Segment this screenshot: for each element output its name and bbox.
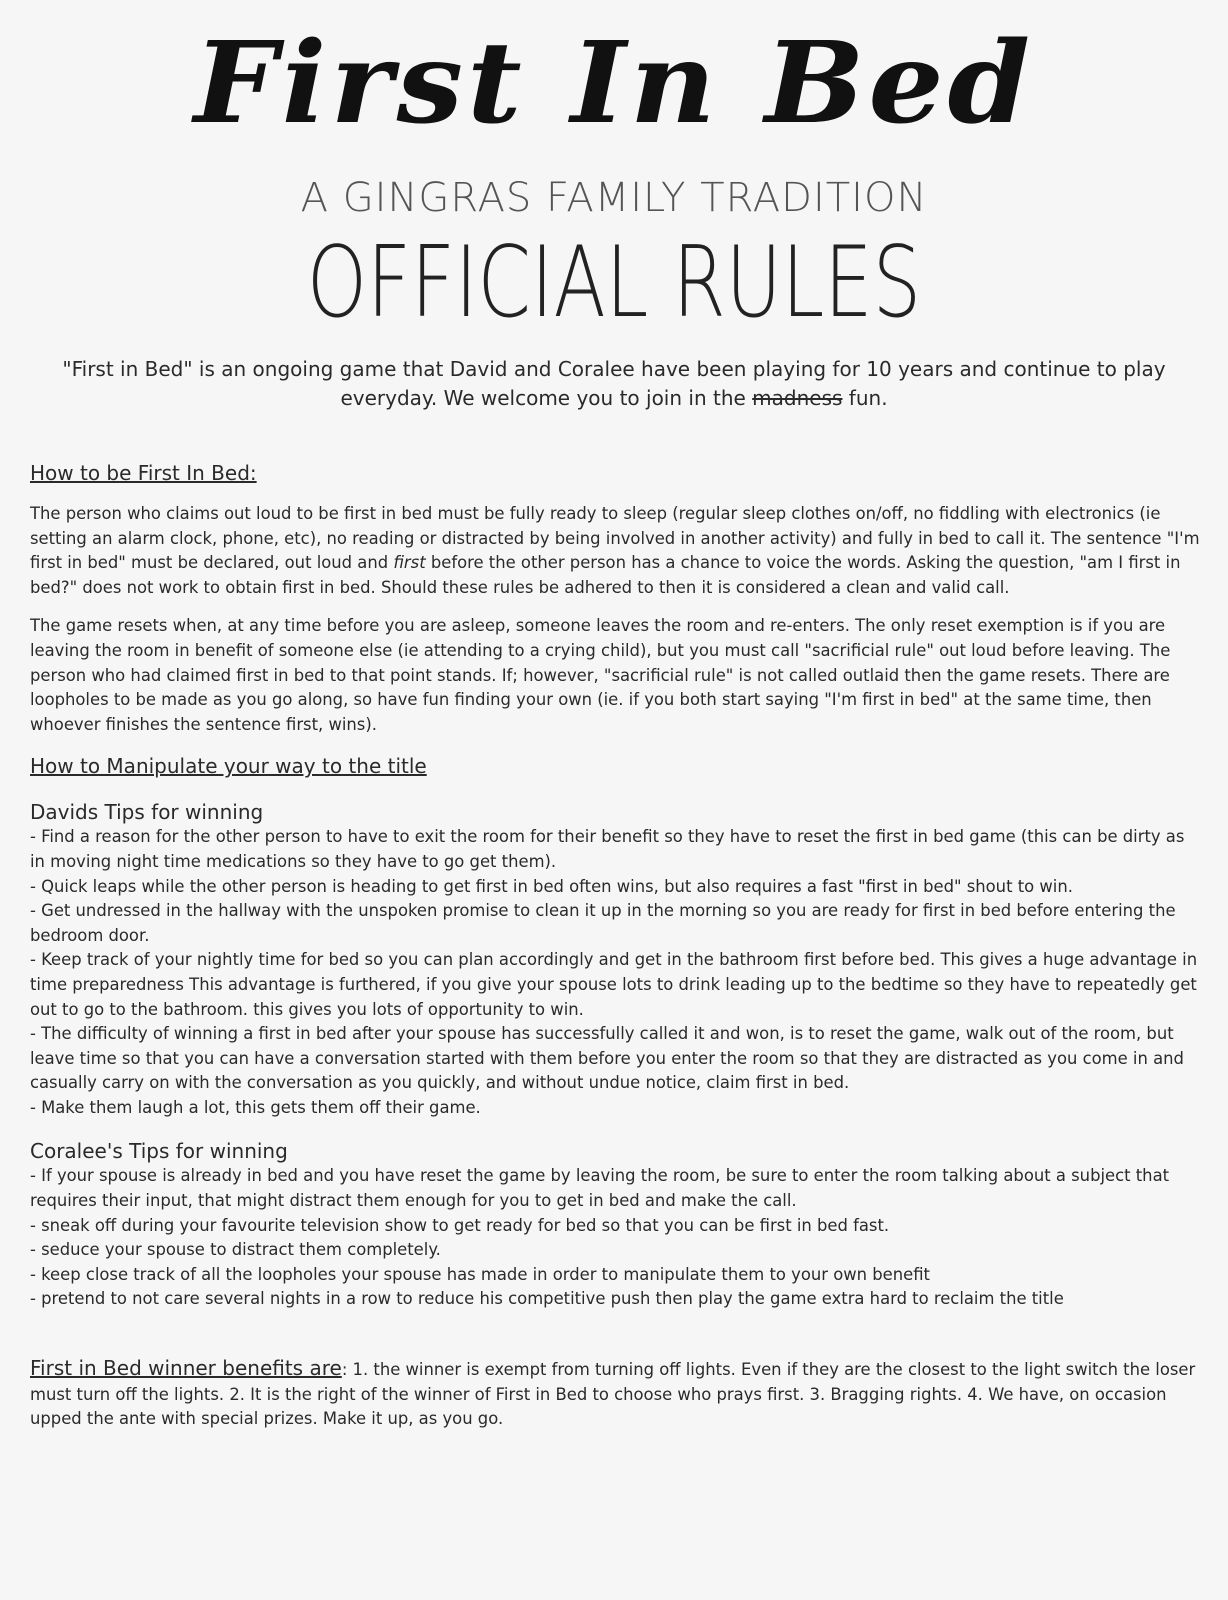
coralee-tip: - pretend to not care several nights in a row to reduce his competitive push then play the game extra hard to reclaim the title — [30, 1289, 1064, 1309]
page-subtitle: A GINGRAS FAMILY TRADITION — [300, 175, 928, 221]
rules-paragraph-1-text-end: before the other person has a chance to voice the words. Asking the question, "am I first in bed?" does not work to obtain first in bed. Should these rules be adhered to then it is considered a clean and valid call. — [30, 553, 1181, 597]
benefits-text: : 1. the winner is exempt from turning off lights. Even if they are the closest to the light switch the loser must turn off the lights. 2. It is the right of the winner of First in Bed to choose who prays first. 3. Bragging rights. 4. We have, on occasion upped the ante with special prizes. Make it up, as you go. — [30, 1360, 1196, 1429]
david-tip: - Quick leaps while the other person is heading to get first in bed often wins, but also requires a fast "first in bed" shout to win. — [30, 876, 1073, 896]
david-tip: - Keep track of your nightly time for bed so you can plan accordingly and get in the bathroom first before bed. This gives a huge advantage in time preparedness This advantage is furthered, if you give your spouse lots to drink leading up to the bedtime so they have to repeatedly get out to go to the bathroom. this gives you lots of opportunity to win. — [30, 950, 1198, 1019]
intro-paragraph — [60, 355, 1168, 413]
david-tip: - The difficulty of winning a first in bed after your spouse has successfully called it and won, is to reset the game, walk out of the room, but leave time so that you can have a conversation started with them before you enter the room so that they are distracted as you come in and casually carry on with the conversation as you quickly, and without undue notice, claim first in bed. — [30, 1024, 1184, 1093]
rules-paragraph-2: The game resets when, at any time before you are asleep, someone leaves the room and re-enters. The only reset exemption is if you are leaving the room in benefit of someone else (ie attending to a crying child), but you must call "sacrificial rule" out loud before leaving. The person who had claimed first in bed to that point stands. If; however, "sacrificial rule" is not called outlaid then the game resets. There are loopholes to be made as you go along, so have fun finding your own (ie. if you both start saying "I'm first in bed" at the same time, then whoever finishes the sentence first, wins). — [30, 616, 1171, 734]
coralee-tip: - If your spouse is already in bed and you have reset the game by leaving the room, be sure to enter the room talking about a subject that requires their input, that might distract them enough for you to get in bed and make the call. — [30, 1166, 1170, 1211]
page-title: First In Bed — [193, 16, 1035, 149]
coralee-tip: - seduce your spouse to distract them completely. — [30, 1240, 441, 1260]
david-tip: - Find a reason for the other person to have to exit the room for their benefit so they have to reset the first in bed game (this can be dirty as in moving night time medications so they have to go get them). — [30, 827, 1185, 871]
section-heading-manipulate: How to Manipulate your way to the title — [30, 754, 427, 779]
rules-paragraph-1 — [30, 502, 1200, 600]
rules-heading: OFFICIAL RULES — [306, 226, 922, 340]
benefits-paragraph — [30, 1356, 1200, 1432]
intro-text-end: fun. — [842, 386, 888, 410]
david-tips-heading: Davids Tips for winning — [30, 800, 264, 825]
coralee-tips-heading: Coralee's Tips for winning — [30, 1139, 288, 1164]
section-heading-first-in-bed: How to be First In Bed: — [30, 461, 257, 485]
rules-paragraph-1-text: The person who claims out loud to be first in bed must be fully ready to sleep (regular sleep clothes on/off, no fiddling with electronics (ie setting an alarm clock, phone, etc), no reading or distracted by being involved in another activity) and fully in bed to call it. The sentence "I'm first in bed" must be declared, out loud and — [30, 504, 1200, 573]
coralee-tip: - sneak off during your favourite television show to get ready for bed so that you can be first in bed fast. — [30, 1215, 890, 1235]
coralee-tip: - keep close track of all the loopholes your spouse has made in order to manipulate them to your own benefit — [30, 1264, 930, 1284]
intro-struck-word: madness — [752, 386, 843, 410]
intro-text: "First in Bed" is an ongoing game that David and Coralee have been playing for 10 years and continue to play everyday. We welcome you to join in the — [62, 357, 1166, 410]
david-tip: - Get undressed in the hallway with the unspoken promise to clean it up in the morning so you are ready for first in bed before entering the bedroom door. — [30, 901, 1176, 945]
benefits-label: First in Bed winner benefits are — [30, 1356, 342, 1381]
rules-content — [30, 458, 1200, 1432]
rules-paragraph-1-emphasis: first — [393, 553, 426, 573]
david-tip: - Make them laugh a lot, this gets them off their game. — [30, 1097, 481, 1117]
